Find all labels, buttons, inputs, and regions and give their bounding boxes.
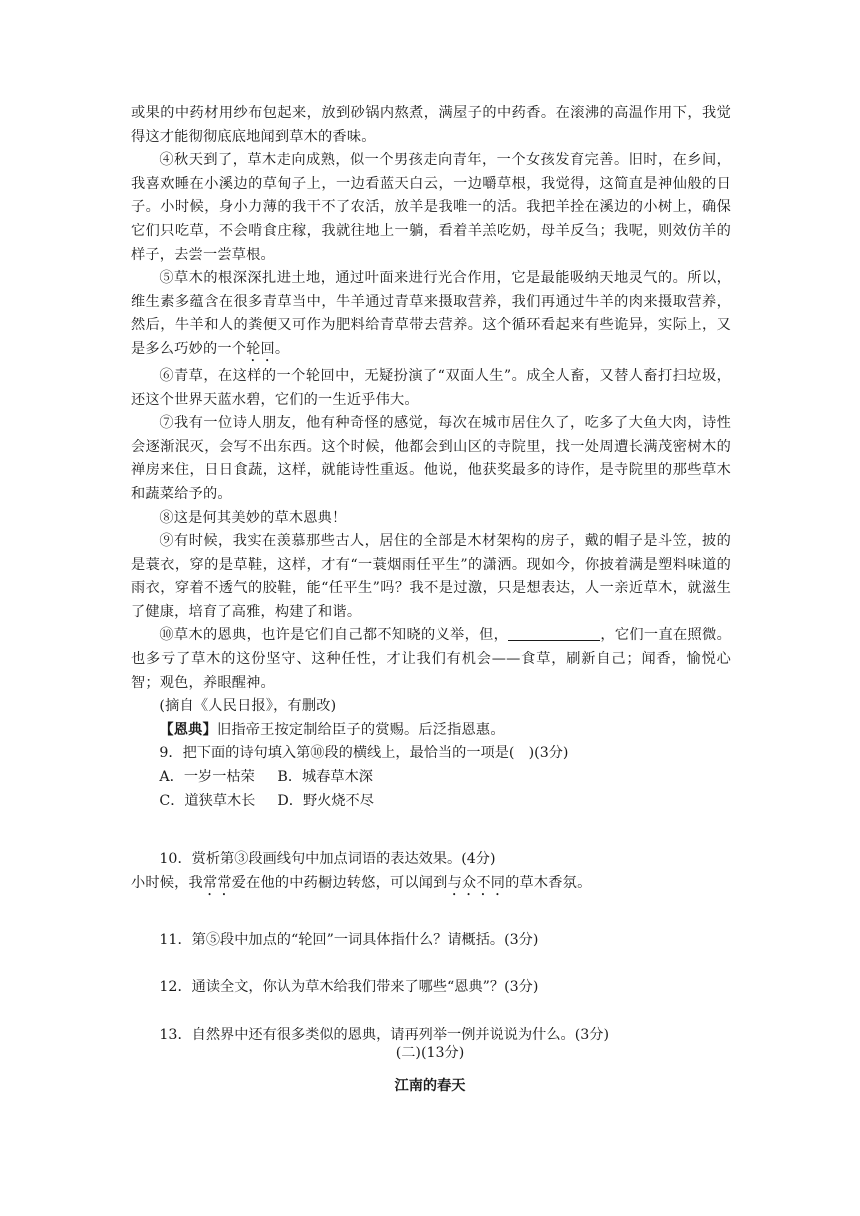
paragraph-continued: 或果的中药材用纱布包起来，放到砂锅内熬煮，满屋子的中药香。在滚沸的高温作用下，我觉得这才能彻彻底底地闻到草木的香味。 — [131, 105, 731, 145]
q10-text-3: 的草木香氛。 — [505, 874, 592, 891]
option-c: C．道狭草木长 — [159, 792, 256, 809]
question-13: 13．自然界中还有很多类似的恩典，请再列举一例并说说为什么。(3分) — [159, 1027, 609, 1043]
paragraph-4: ④秋天到了，草木走向成熟，似一个男孩走向青年，一个女孩发育完善。旧时，在乡间，我喜欢睡在小溪边的草甸子上，一边看蓝天白云，一边嚼草根，我觉得，这简直是神仙般的日子。小时候，身小力薄的我干不了农活，放羊是我唯一的活。我把羊拴在溪边的小树上，确保它们只吃草，不会啃食庄稼，我就往地上一躺，看着羊羔吃奶，母羊反刍；我呢，则效仿羊的样子，去尝一尝草根。 — [131, 152, 731, 263]
option-a: A．一岁一枯荣 — [159, 769, 255, 786]
dotted-word-yuzhongbutong: 与众不同 — [447, 874, 506, 891]
question-9-options-row2 — [131, 790, 731, 814]
dotted-word-changchang: 常常 — [202, 874, 232, 891]
question-11: 11．第⑤段中加点的“轮回”一词具体指什么？请概括。(3分) — [159, 931, 539, 948]
paragraph-5 — [131, 267, 731, 365]
source-citation: (摘自《人民日报》，有删改) — [159, 698, 337, 715]
question-9-options-row1 — [131, 766, 731, 790]
fill-in-blank — [508, 626, 600, 641]
question-10-sentence — [131, 872, 731, 899]
section-heading: (二)(13分) — [395, 1045, 465, 1061]
paragraph-7: ⑦我有一位诗人朋友，他有种奇怪的感觉，每次在城市居住久了，吃多了大鱼大肉，诗性会逐渐泯灭，会写不出东西。这个时候，他都会到山区的寺院里，找一处周遭长满茂密树木的禅房来住，日日食蔬，这样，就能诗性重返。他说，他获奖最多的诗作，是寺院里的那些草木和蔬菜给予的。 — [131, 415, 731, 502]
question-10: 10．赏析第③段画线句中加点词语的表达效果。(4分) — [159, 851, 496, 868]
vocab-note — [131, 719, 731, 743]
paragraph-10 — [131, 624, 731, 695]
vocab-note-text: 旧指帝王按定制给臣子的赏赐。后泛指恩惠。 — [216, 721, 505, 738]
document-body — [131, 102, 731, 1048]
option-b: B．城春草木深 — [277, 769, 373, 786]
paragraph-9: ⑨有时候，我实在羡慕那些古人，居住的全部是木材架构的房子，戴的帽子是斗笠，披的是蓑衣，穿的是草鞋，这样，才有“一蓑烟雨任平生”的潇洒。现如今，你披着满是塑料味道的雨衣，穿着不透气的胶鞋，能“任平生”吗？我不是过激，只是想表达，人一亲近草木，就滋生了健康，培育了高雅，构建了和谐。 — [131, 533, 731, 620]
paragraph-10-text: ⑩草木的恩典，也许是它们自己都不知晓的义举，但， — [159, 627, 509, 644]
paragraph-10-rest: ，它们一直在照微。也多亏了草木的这份坚守、这种任性，才让我们有机会——食草，刷新自己；闻香，愉悦心智；观色，养眼醒神。 — [131, 627, 731, 691]
paragraph-5-end: 。 — [274, 340, 290, 357]
paragraph-5-text: ⑤草木的根深深扎进土地，通过叶面来进行光合作用，它是最能吸纳天地灵气的。所以，维生素多蕴含在很多青草当中，牛羊通过青草来摄取营养，我们再通过牛羊的肉来摄取营养，然后，牛羊和人的粪便又可作为肥料给青草带去营养。这个循环看起来有些诡异，实际上，又是多么巧妙的一个 — [131, 270, 731, 357]
paragraph-8: ⑧这是何其美妙的草木恩典！ — [159, 509, 347, 526]
section-title: 江南的春天 — [394, 1078, 466, 1094]
question-9: 9．把下面的诗句填入第⑩段的横线上，最恰当的一项是( )(3分) — [159, 745, 569, 762]
q10-text-1: 小时候，我 — [131, 874, 203, 891]
option-d: D．野火烧不尽 — [277, 792, 374, 809]
q10-text-2: 爱在他的中药橱边转悠，可以闻到 — [231, 874, 448, 891]
question-12: 12．通读全文，你认为草木给我们带来了哪些“恩典”？(3分) — [159, 979, 539, 996]
vocab-note-label: 【恩典】 — [159, 721, 217, 738]
paragraph-6: ⑥青草，在这样的一个轮回中，无疑扮演了“双面人生”。成全人畜，又替人畜打扫垃圾，还这个世界天蓝水碧，它们的一生近乎伟大。 — [131, 367, 731, 408]
dotted-word-lunhui: 轮回 — [246, 340, 275, 357]
